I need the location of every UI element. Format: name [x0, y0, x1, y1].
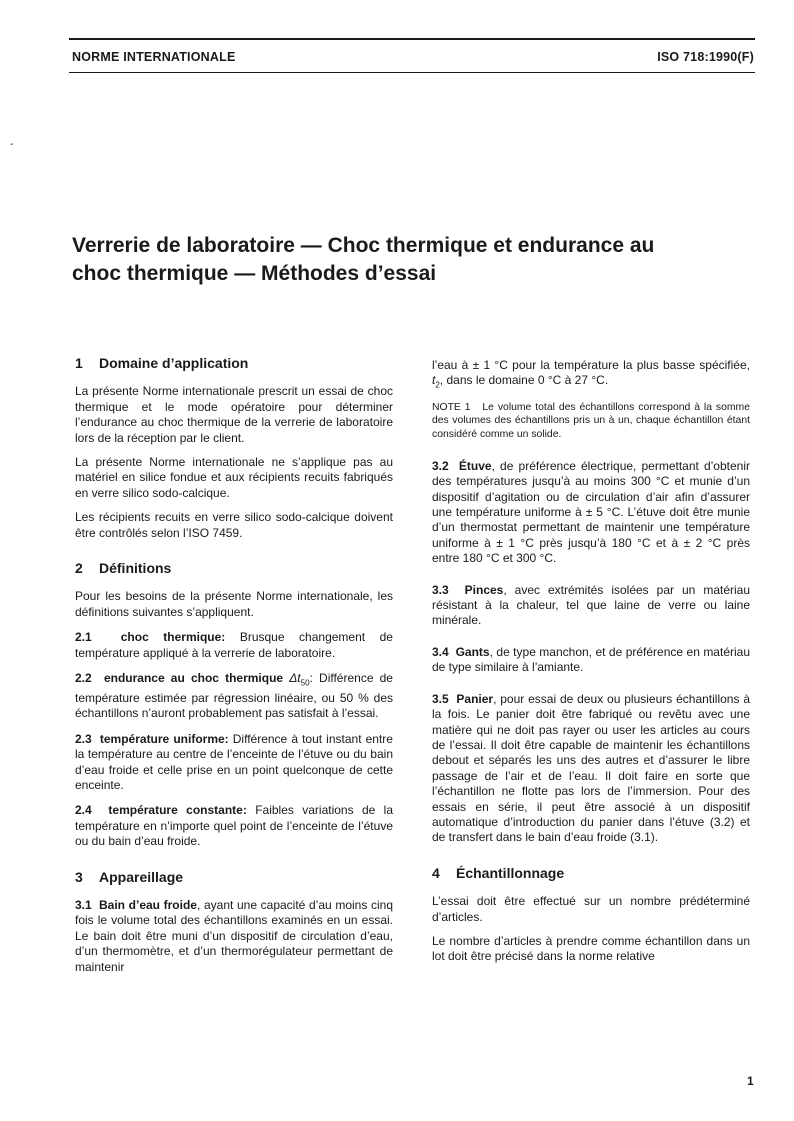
definition-2-3-number: 2.3 [75, 731, 92, 746]
definition-2-4-term: température constante: [108, 803, 247, 818]
apparatus-3-3-number: 3.3 [432, 582, 449, 597]
definition-2-2-term: endurance au choc thermique [103, 671, 284, 686]
note-1-label: NOTE 1 [432, 402, 471, 414]
apparatus-3-1-cont-symbol: t [432, 373, 436, 388]
apparatus-3-2 [432, 459, 750, 567]
definition-2-4 [75, 803, 393, 849]
section-4-heading [432, 866, 750, 881]
header-standard-type: NORME INTERNATIONALE [72, 50, 236, 64]
section-4-para-1: L’essai doit être effectué sur un nombre prédéterminé d’articles. [432, 894, 750, 924]
left-column [75, 356, 393, 975]
definition-2-1-number: 2.1 [75, 630, 92, 645]
definition-2-2-subscript: 50 [300, 678, 310, 688]
header-rule-bottom [69, 72, 755, 73]
section-1-para-1: La présente Norme internationale prescrit un essai de choc thermique et le mode opératoire pour déterminer l’endurance au choc thermique de la verrerie de laboratoire lors de la réception par le client. [75, 384, 393, 445]
section-1-heading [75, 356, 393, 371]
apparatus-3-3 [432, 583, 750, 629]
section-1-para-3: Les récipients recuits en verre silico sodo-calcique doivent être contrôlés selon l’ISO 7459. [75, 510, 393, 540]
header-standard-number: ISO 718:1990(F) [657, 50, 754, 64]
header-rule-top [69, 38, 755, 40]
apparatus-3-2-text: , de préférence électrique, permettant d’obtenir des températures jusqu’à au moins 300 °C et munie d’un dispositif d’agitation ou de circulation d’air afin d’assurer une température uniforme à ± 5 °C. L’étuve doit être munie d’un thermostat permettant de maintenir une température uniforme à ± 1 °C près jusqu’à 180 °C et à ± 2 °C près entre 180 °C et 300 °C. [432, 458, 750, 566]
apparatus-3-4 [432, 645, 750, 676]
apparatus-3-1-term: Bain d’eau froide [99, 897, 197, 912]
section-3-title: Appareillage [99, 868, 184, 885]
apparatus-3-5-term: Panier [456, 691, 494, 706]
definition-2-1-text: Brusque changement de température appliqué à la verrerie de laboratoire. [75, 630, 393, 660]
apparatus-3-1-cont-pre: l’eau à ± 1 °C pour la température la plus basse spécifiée, [432, 358, 750, 372]
apparatus-3-4-number: 3.4 [432, 644, 449, 659]
definition-2-2-symbol: Δt [289, 671, 301, 686]
apparatus-3-2-number: 3.2 [432, 458, 449, 473]
section-4-title: Échantillonnage [456, 864, 565, 881]
definition-2-1 [75, 630, 393, 661]
definition-2-3-term: température uniforme: [99, 731, 229, 746]
apparatus-3-1-cont-post: , dans le domaine 0 °C à 27 °C. [439, 373, 609, 388]
definition-2-2 [75, 671, 393, 722]
apparatus-3-1-text: , ayant une capacité d’au moins cinq fois le volume total des échantillons examinés en un essai. Le bain doit être muni d’un dispositif de circulation d’eau, d’un thermomètre, et d’un thermorégulateur permettant de maintenir [75, 897, 393, 974]
apparatus-3-1-cont-subscript: 2 [435, 380, 440, 390]
apparatus-3-5 [432, 692, 750, 846]
section-1-para-2: La présente Norme internationale ne s’applique pas au matériel en silice fondue et aux récipients recuits fabriqués en verre silico sodo-calcique. [75, 455, 393, 500]
apparatus-3-5-number: 3.5 [432, 691, 449, 706]
section-4-number: 4 [432, 864, 440, 881]
apparatus-3-3-text: , avec extrémités isolées par un matériau résistant à la chaleur, tel que laine de verre ou laine minérale. [432, 582, 751, 628]
title-line-2: choc thermique — Méthodes d’essai [72, 262, 437, 285]
section-1-number: 1 [75, 355, 83, 371]
section-1-title: Domaine d’application [99, 355, 249, 371]
section-2-heading [75, 561, 393, 576]
definition-2-2-text: : Différence de température estimée par régression linéaire, ou 50 % des échantillons n’auront probablement pas satisfait à l’essai. [75, 671, 393, 721]
apparatus-3-1 [75, 898, 393, 975]
definition-2-2-number: 2.2 [75, 671, 92, 686]
definition-2-4-text: Faibles variations de la température en n’importe quel point de l’enceinte de l’étuve ou du bain d’eau froide. [75, 803, 394, 849]
section-2-title: Définitions [99, 560, 172, 577]
section-2-intro: Pour les besoins de la présente Norme internationale, les définitions suivantes s’appliquent. [75, 589, 393, 619]
definition-2-1-term: choc thermique: [120, 630, 226, 645]
apparatus-3-4-term: Gants [455, 644, 490, 659]
definition-2-3-text: Différence à tout instant entre la température au centre de l’enceinte de l’étuve ou du bain d’eau froide et celle prise en un point quelconque de cette enceinte. [75, 731, 393, 792]
note-1-text: Le volume total des échantillons correspond à la somme des volumes des échantillons pris un à un, chaque échantillon étant considéré comme un solide. [432, 402, 750, 440]
apparatus-3-2-term: Étuve [458, 458, 492, 473]
apparatus-3-5-text: , pour essai de deux ou plusieurs échantillons à la fois. Le panier doit être fabriqué ou revêtu avec une matière qui ne doit pas rayer ou user les articles au cours de l’essai. Il doit être capable de maintenir les échantillons debout et séparés les uns des autres et d’assurer le libre passage de l’air et de l’eau. Il doit faire en sorte que l’échantillon ne flotte pas lors de l’immersion. Pour des essais en série, il peut être associé à un dispositif automatique d’introduction du panier dans l’étuve (3.2) et de transfert dans le bain d’eau froide (3.1). [432, 691, 751, 845]
page-number: 1 [747, 1074, 754, 1088]
section-4-para-2: Le nombre d’articles à prendre comme échantillon dans un lot doit être précisé dans la norme relative [432, 933, 750, 964]
section-3-heading [75, 870, 393, 885]
margin-mark: - [10, 139, 14, 150]
apparatus-3-3-term: Pinces [464, 582, 504, 597]
apparatus-3-1-number: 3.1 [75, 897, 92, 912]
definition-2-4-number: 2.4 [75, 803, 92, 818]
apparatus-3-4-text: , de type manchon, et de préférence en matériau de type similaire à l’amiante. [432, 644, 751, 675]
title-line-1: Verrerie de laboratoire — Choc thermique et endurance au [72, 234, 655, 257]
section-2-number: 2 [75, 560, 83, 577]
section-3-number: 3 [75, 868, 83, 885]
apparatus-3-1-continued [432, 358, 750, 393]
document-title [72, 232, 732, 288]
right-column [432, 358, 750, 965]
definition-2-3 [75, 732, 393, 794]
note-1 [432, 401, 750, 441]
